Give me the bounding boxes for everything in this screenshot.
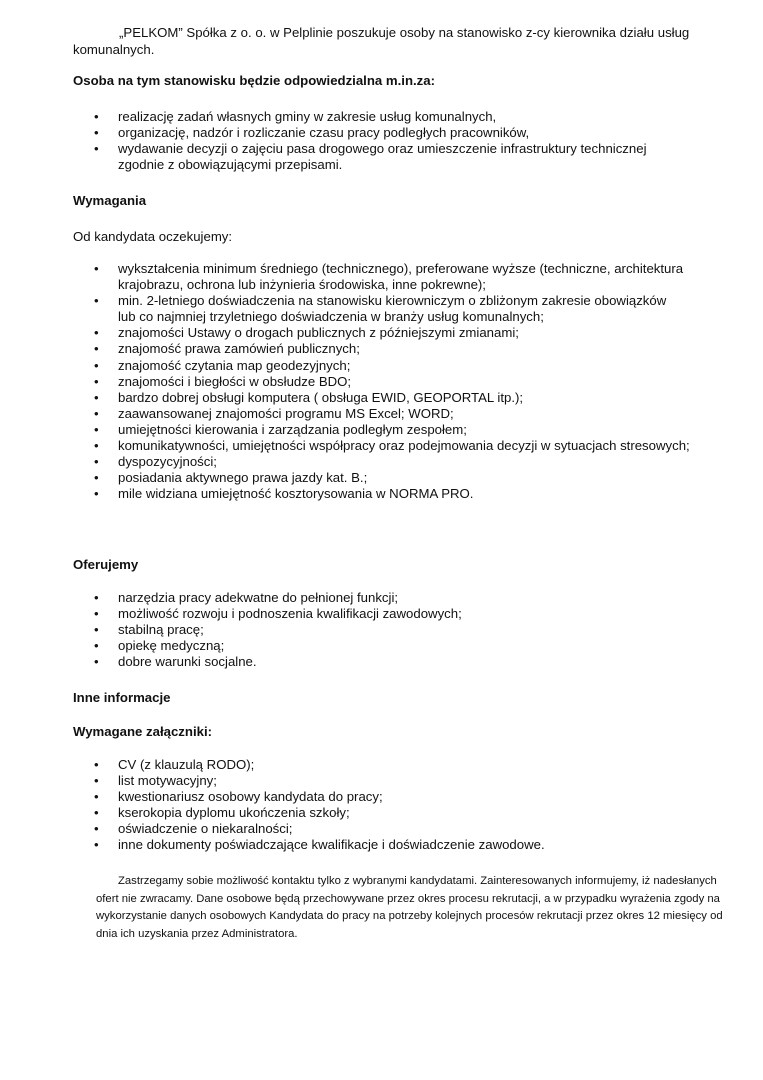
- responsibilities-heading: Osoba na tym stanowisku będzie odpowiedzialna m.in.za:: [73, 73, 435, 88]
- list-item: • zaawansowanej znajomości programu MS Excel; WORD;: [94, 405, 454, 421]
- bullet-icon: •: [94, 405, 99, 421]
- offer-heading: Oferujemy: [73, 557, 139, 572]
- bullet-icon: •: [94, 606, 99, 622]
- list-item: • znajomość prawa zamówień publicznych;: [94, 341, 360, 357]
- bullet-icon: •: [94, 590, 99, 605]
- bullet-icon: •: [94, 757, 99, 772]
- list-item: • wykształcenia minimum średniego (technicznego), preferowane wyższe (techniczne, architektura krajobrazu, ochrona lub inżynieria środowiska, inne pokrewne);: [94, 261, 684, 293]
- list-item: • kserokopia dyplomu ukończenia szkoły;: [94, 805, 350, 821]
- bullet-icon: •: [94, 325, 99, 341]
- bullet-icon: •: [94, 654, 99, 670]
- bullet-icon: •: [94, 622, 99, 638]
- list-item: • kwestionariusz osobowy kandydata do pracy;: [94, 789, 383, 805]
- list-item: • dyspozycyjności;: [94, 454, 217, 470]
- other-info-heading: Inne informacje: [73, 690, 171, 705]
- list-item: • oświadczenie o niekaralności;: [94, 821, 293, 837]
- list-item: • mile widziana umiejętność kosztorysowania w NORMA PRO.: [94, 486, 474, 502]
- offer-list: [0, 590, 740, 670]
- list-item: • stabilną pracę;: [94, 622, 204, 638]
- list-item: • opiekę medyczną;: [94, 638, 225, 654]
- bullet-icon: •: [94, 261, 99, 276]
- list-item: • możliwość rozwoju i podnoszenia kwalifikacji zawodowych;: [94, 606, 462, 622]
- list-item: • list motywacyjny;: [94, 773, 217, 789]
- bullet-icon: •: [94, 438, 99, 454]
- bullet-icon: •: [94, 341, 99, 357]
- footer-note: Zastrzegamy sobie możliwość kontaktu tylko z wybranymi kandydatami. Zainteresowanych informujemy, iż nadesłanych ofert nie zwracamy. Dane osobowe będą przechowywane przez okres procesu rekrutacji, a w przypadku wyrażenia zgody na wykorzystanie danych osobowych Kandydata do pracy na potrzeby kolejnych procesów rekrutacji przez okres 12 miesięcy od dnia ich uzyskania przez Administratora.: [96, 875, 723, 940]
- requirements-list: [0, 261, 740, 502]
- list-item: • dobre warunki socjalne.: [94, 654, 257, 670]
- bullet-icon: •: [94, 454, 99, 470]
- bullet-icon: •: [94, 141, 99, 157]
- bullet-icon: •: [94, 125, 99, 141]
- list-item: • inne dokumenty poświadczające kwalifikacje i doświadczenie zawodowe.: [94, 837, 545, 853]
- intro-paragraph: „PELKOM” Spółka z o. o. w Pelplinie poszukuje osoby na stanowisko z-cy kierownika działu usług komunalnych.: [73, 25, 690, 57]
- list-item: • znajomość czytania map geodezyjnych;: [94, 357, 351, 373]
- list-item: • organizację, nadzór i rozliczanie czasu pracy podległych pracowników,: [94, 125, 530, 141]
- list-item: • znajomości Ustawy o drogach publicznych z późniejszymi zmianami;: [94, 325, 519, 341]
- bullet-icon: •: [94, 638, 99, 654]
- attachments-heading: Wymagane załączniki:: [73, 724, 213, 739]
- list-item: • posiadania aktywnego prawa jazdy kat. B.;: [94, 470, 368, 486]
- list-item: • znajomości i biegłości w obsłudze BDO;: [94, 373, 352, 389]
- attachments-list: [0, 757, 740, 854]
- requirements-heading: Wymagania: [73, 193, 147, 208]
- list-item: • CV (z klauzulą RODO);: [94, 757, 255, 772]
- requirements-intro: Od kandydata oczekujemy:: [73, 229, 233, 244]
- list-item: • narzędzia pracy adekwatne do pełnionej funkcji;: [94, 590, 399, 605]
- bullet-icon: •: [94, 357, 99, 373]
- bullet-icon: •: [94, 470, 99, 486]
- bullet-icon: •: [94, 293, 99, 309]
- bullet-icon: •: [94, 789, 99, 805]
- bullet-icon: •: [94, 486, 99, 502]
- bullet-icon: •: [94, 821, 99, 837]
- list-item: • realizację zadań własnych gminy w zakresie usług komunalnych,: [94, 109, 497, 124]
- bullet-icon: •: [94, 421, 99, 437]
- responsibilities-list: [0, 109, 740, 173]
- bullet-icon: •: [94, 373, 99, 389]
- bullet-icon: •: [94, 773, 99, 789]
- list-item: • wydawanie decyzji o zajęciu pasa drogowego oraz umieszczenie infrastruktury technicznej zgodnie z obowiązującymi przepisami.: [94, 141, 647, 173]
- list-item: • komunikatywności, umiejętności współpracy oraz podejmowania decyzji w sytuacjach stresowych;: [94, 438, 690, 454]
- list-item: • umiejętności kierowania i zarządzania podległym zespołem;: [94, 421, 467, 437]
- bullet-icon: •: [94, 389, 99, 405]
- list-item: • bardzo dobrej obsługi komputera ( obsługa EWID, GEOPORTAL itp.);: [94, 389, 524, 405]
- bullet-icon: •: [94, 109, 99, 124]
- list-item: • min. 2-letniego doświadczenia na stanowisku kierowniczym o zbliżonym zakresie obowiązków lub co najmniej trzyletniego doświadczenia w branży usług komunalnych;: [94, 293, 667, 325]
- bullet-icon: •: [94, 837, 99, 853]
- bullet-icon: •: [94, 805, 99, 821]
